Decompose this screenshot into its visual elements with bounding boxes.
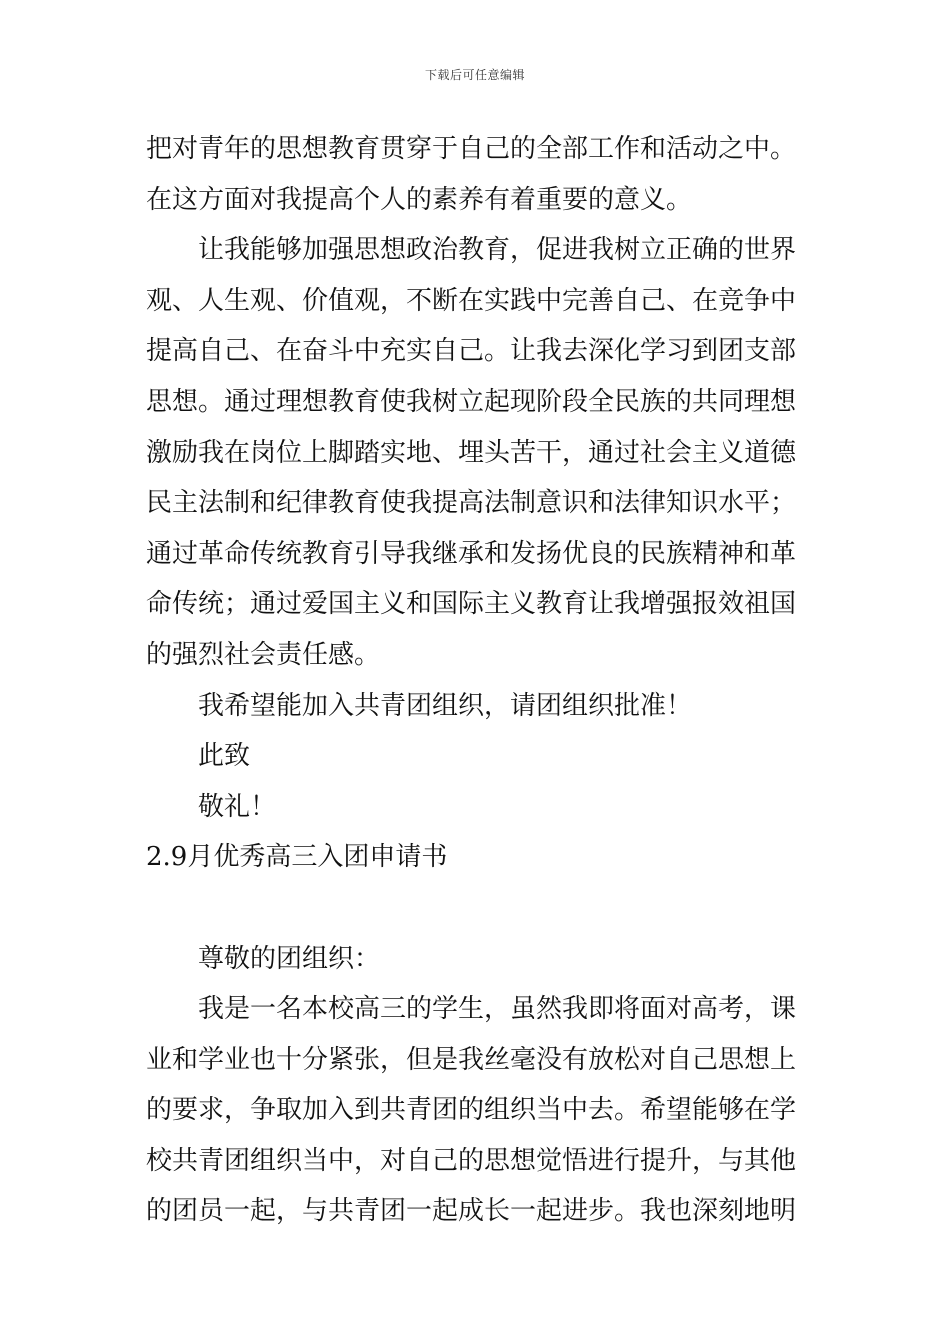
- text-line: 思想。通过理想教育使我树立起现阶段全民族的共同理想: [146, 386, 797, 417]
- paragraph-start-line: 我是一名本校高三的学生，虽然我即将面对高考，课: [198, 994, 797, 1025]
- section-title: 2.9月优秀高三入团申请书: [146, 842, 448, 873]
- text-line: 通过革命传统教育引导我继承和发扬优良的民族精神和革: [146, 538, 797, 569]
- paragraph-start-line: 让我能够加强思想政治教育，促进我树立正确的世界: [198, 235, 797, 266]
- closing-salutation: 此致: [198, 741, 251, 772]
- text-line: 激励我在岗位上脚踏实地、埋头苦干，通过社会主义道德: [146, 437, 797, 468]
- text-line: 提高自己、在奋斗中充实自己。让我去深化学习到团支部: [146, 336, 797, 367]
- text-line: 的团员一起，与共青团一起成长一起进步。我也深刻地明: [146, 1196, 797, 1227]
- text-line: 业和学业也十分紧张，但是我丝毫没有放松对自己思想上: [146, 1044, 797, 1075]
- blank-line: [146, 883, 814, 934]
- request-line: 我希望能加入共青团组织，请团组织批准！: [198, 690, 693, 721]
- text-line: 把对青年的思想教育贯穿于自己的全部工作和活动之中。: [146, 134, 797, 164]
- document-body: [146, 124, 814, 1237]
- closing-regards: 敬礼！: [198, 791, 277, 822]
- text-line: 校共青团组织当中，对自己的思想觉悟进行提升，与其他: [146, 1145, 797, 1176]
- page-header: 下载后可任意编辑: [424, 68, 525, 82]
- text-line: 在这方面对我提高个人的素养有着重要的意义。: [146, 184, 693, 215]
- greeting-line: 尊敬的团组织：: [198, 943, 381, 974]
- text-line: 的要求，争取加入到共青团的组织当中去。希望能够在学: [146, 1095, 797, 1126]
- text-line: 民主法制和纪律教育使我提高法制意识和法律知识水平；: [146, 488, 797, 519]
- text-line: 命传统；通过爱国主义和国际主义教育让我增强报效祖国: [146, 589, 797, 620]
- text-line: 观、人生观、价值观，不断在实践中完善自己、在竞争中: [146, 285, 797, 316]
- text-line: 的强烈社会责任感。: [146, 639, 381, 670]
